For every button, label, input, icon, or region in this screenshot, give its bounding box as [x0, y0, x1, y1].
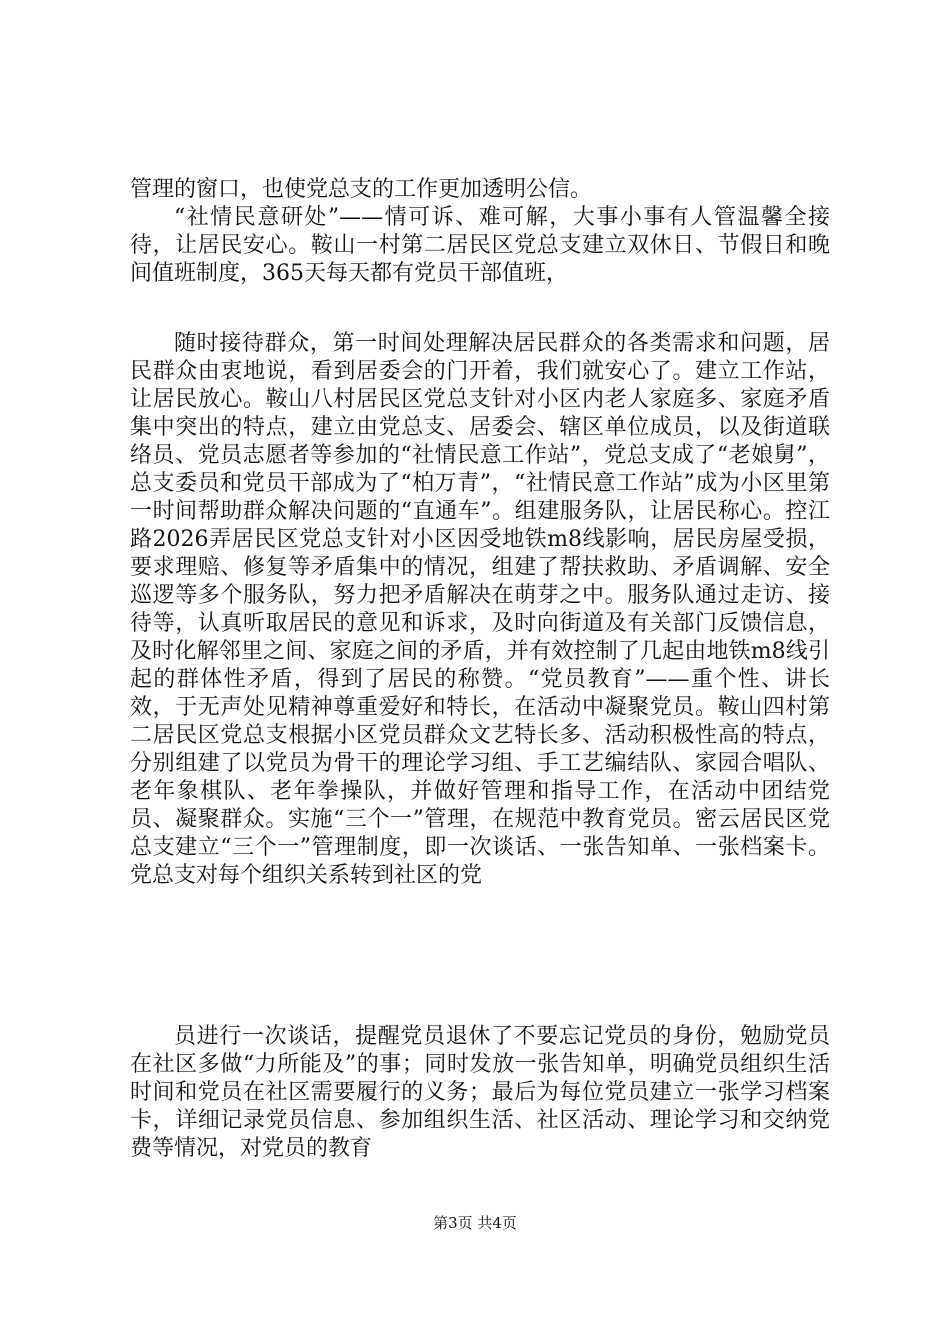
text-block-middle: [130, 330, 830, 890]
paragraph-2: “社情民意研处”——情可诉、难可解，大事小事有人管温馨全接待，让居民安心。鞍山一村第二居民区党总支建立双休日、节假日和晚间值班制度，365天每天都有党员干部值班，: [130, 205, 830, 286]
page-footer: 第3页 共4页: [433, 1214, 517, 1232]
text-block-top: [130, 176, 830, 288]
paragraph-3: 随时接待群众，第一时间处理解决居民群众的各类需求和问题，居民群众由衷地说，看到居委会的门开着，我们就安心了。建立工作站，让居民放心。鞍山八村居民区党总支针对小区内老人家庭多、家庭矛盾集中突出的特点，建立由党总支、居委会、辖区单位成员，以及街道联络员、党员志愿者等参加的“社情民意工作站”，党总支成了“老娘舅”，总支委员和党员干部成为了“柏万青”，“社情民意工作站”成为小区里第一时间帮助群众解决问题的“直通车”。组建服务队，让居民称心。控江路2026弄居民区党总支针对小区因受地铁m8线影响，居民房屋受损，要求理赔、修复等矛盾集中的情况，组建了帮扶救助、矛盾调解、安全巡逻等多个服务队，努力把矛盾解决在萌芽之中。服务队通过走访、接待等，认真听取居民的意见和诉求，及时向街道及有关部门反馈信息，及时化解邻里之间、家庭之间的矛盾，并有效控制了几起由地铁m8线引起的群体性矛盾，得到了居民的称赞。“党员教育”——重个性、讲长效，于无声处见精神尊重爱好和特长，在活动中凝聚党员。鞍山四村第二居民区党总支根据小区党员群众文艺特长多、活动积极性高的特点，分别组建了以党员为骨干的理论学习组、手工艺编结队、家园合唱队、老年象棋队、老年拳操队，并做好管理和指导工作，在活动中团结党员、凝聚群众。实施“三个一”管理，在规范中教育党员。密云居民区党总支建立“三个一”管理制度，即一次谈话、一张告知单、一张档案卡。党总支对每个组织关系转到社区的党: [130, 331, 830, 888]
paragraph-1: 管理的窗口，也使党总支的工作更加透明公信。: [130, 177, 593, 202]
text-block-bottom: [130, 1023, 830, 1163]
paragraph-4: 员进行一次谈话，提醒党员退休了不要忘记党员的身份，勉励党员在社区多做“力所能及”的事；同时发放一张告知单，明确党员组织生活时间和党员在社区需要履行的义务；最后为每位党员建立一张学习档案卡，详细记录党员信息、参加组织生活、社区活动、理论学习和交纳党费等情况，对党员的教育: [130, 1024, 830, 1161]
